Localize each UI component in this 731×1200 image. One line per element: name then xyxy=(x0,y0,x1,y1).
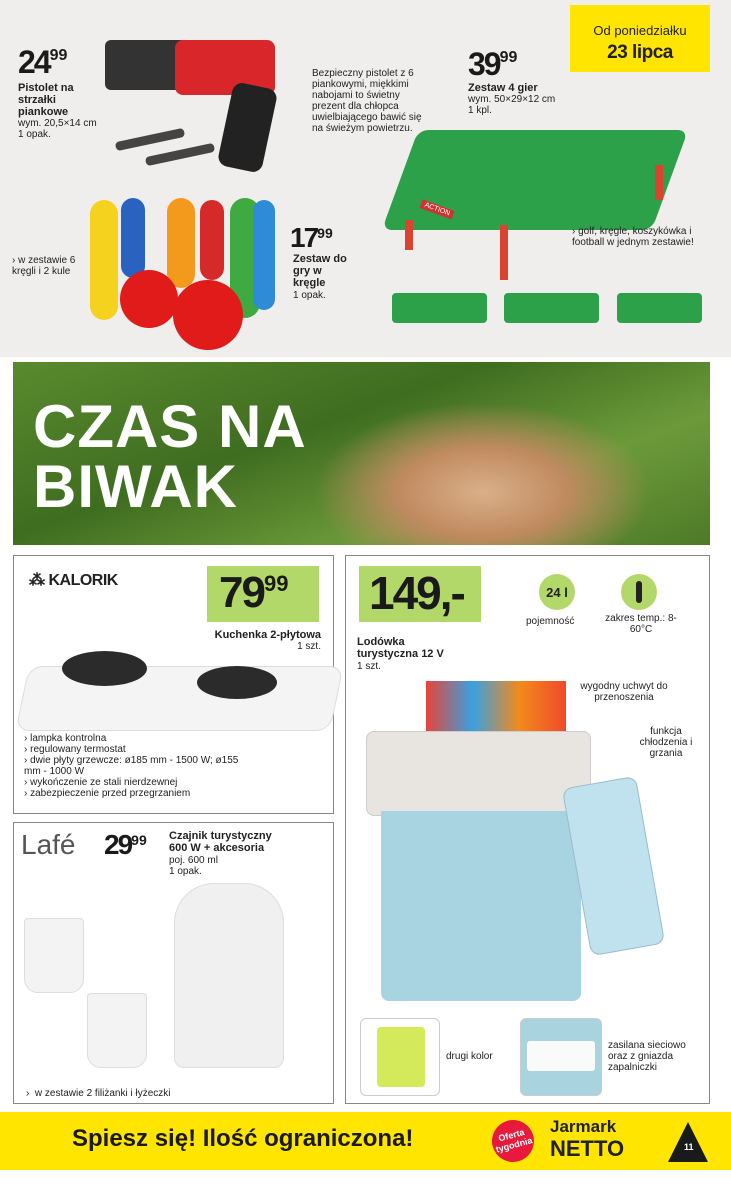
fridge-image xyxy=(356,681,656,1011)
bowling-note: › w zestawie 6 kręgli i 2 kule xyxy=(12,255,76,277)
kettle-card xyxy=(13,822,334,1104)
fridge-name: Lodówka turystyczna 12 V xyxy=(357,636,444,660)
footer-banner xyxy=(0,1112,731,1170)
pistol-dims: wym. 20,5×14 cm xyxy=(18,118,97,129)
bowling-image xyxy=(85,195,280,355)
stove-qty: 1 szt. xyxy=(297,641,321,652)
offer-badge: Oferta tygodnia xyxy=(487,1115,538,1166)
stove-image xyxy=(22,651,337,731)
kettle-price: $29^{99}$ xyxy=(104,829,147,860)
feature: › dwie płyty grzewcze: ø185 mm - 1500 W; ø155 mm - 1000 W xyxy=(24,755,254,777)
kettle-capacity: poj. 600 ml xyxy=(169,855,218,866)
games-name: Zestaw 4 gier xyxy=(468,82,538,94)
date-label: Od poniedziałku xyxy=(593,23,687,38)
pistol-qty: 1 opak. xyxy=(18,129,51,140)
date-box xyxy=(570,5,710,72)
feature: › zabezpieczenie przed przegrzaniem xyxy=(24,788,254,799)
banner-title: CZAS NA BIWAK xyxy=(33,393,307,520)
kettle-qty: 1 opak. xyxy=(169,866,202,877)
mini-tables-image xyxy=(392,288,702,338)
other-color-thumbnail xyxy=(360,1018,440,1096)
fridge-card xyxy=(345,555,710,1104)
feature: › wykończenie ze stali nierdzewnej xyxy=(24,777,254,788)
family-photo xyxy=(313,402,653,545)
pistol-image xyxy=(95,25,295,175)
feature: › lampka kontrolna xyxy=(24,733,254,744)
games-table-image xyxy=(390,110,680,290)
netto-logo: Jarmark NETTO xyxy=(550,1117,625,1161)
games-note: › golf, kręgle, koszykówka i football w jednym zestawie! xyxy=(572,226,694,248)
kettle-name: Czajnik turystyczny 600 W + akcesoria xyxy=(169,830,272,854)
games-dims: wym. 50×29×12 cm xyxy=(468,94,556,105)
lafe-logo: Lafé xyxy=(21,829,76,860)
fridge-qty: 1 szt. xyxy=(357,661,381,672)
handle-callout: wygodny uchwyt do przenoszenia xyxy=(580,681,668,703)
capacity-label: pojemność xyxy=(526,616,575,627)
stove-card xyxy=(13,555,334,814)
stove-name: Kuchenka 2-płytowa xyxy=(214,629,321,641)
function-callout: funkcja chłodzenia i grzania xyxy=(639,726,693,759)
footer-slogan: Spiesz się! Ilość ograniczona! xyxy=(72,1125,414,1152)
toy-brand: ACTION xyxy=(419,199,454,219)
other-color-label: drugi kolor xyxy=(446,1051,493,1062)
page-number: 11 xyxy=(684,1142,694,1152)
feature: › regulowany termostat xyxy=(24,744,254,755)
power-label: zasilana sieciowo oraz z gniazda zapalniczki xyxy=(608,1040,686,1073)
bowling-price: $17^{99}$ xyxy=(290,222,333,253)
kettle-image xyxy=(19,878,339,1078)
stove-features xyxy=(24,733,254,799)
bowling-qty: 1 opak. xyxy=(293,290,326,301)
pistol-name: Pistolet na strzałki piankowe xyxy=(18,82,74,118)
games-qty: 1 kpl. xyxy=(468,105,492,116)
camping-banner xyxy=(13,362,710,545)
bowling-name: Zestaw do gry w kręgle xyxy=(293,253,347,289)
pistol-description: Bezpieczny pistolet z 6 piankowymi, miękkimi nabojami to świetny prezent dla chłopca uwielbiającego bawić się na świeżym powietrzu. xyxy=(312,68,422,134)
power-panel-thumbnail xyxy=(520,1018,602,1096)
thermometer-icon xyxy=(621,574,657,610)
temp-range-label: zakres temp.: 8-60°C xyxy=(605,613,677,635)
stove-price: $79^{99}$ xyxy=(207,566,319,622)
pistol-price: $24^{99}$ xyxy=(18,44,68,80)
kalorik-logo: ⁂ KALORIK xyxy=(29,572,118,589)
games-price: $39^{99}$ xyxy=(468,46,518,82)
fridge-price: 149,- xyxy=(359,566,481,622)
date-value: 23 lipca xyxy=(607,42,673,63)
kettle-note: › w zestawie 2 filiżanki i łyżeczki xyxy=(26,1088,171,1099)
capacity-badge: 24 l xyxy=(539,574,575,610)
